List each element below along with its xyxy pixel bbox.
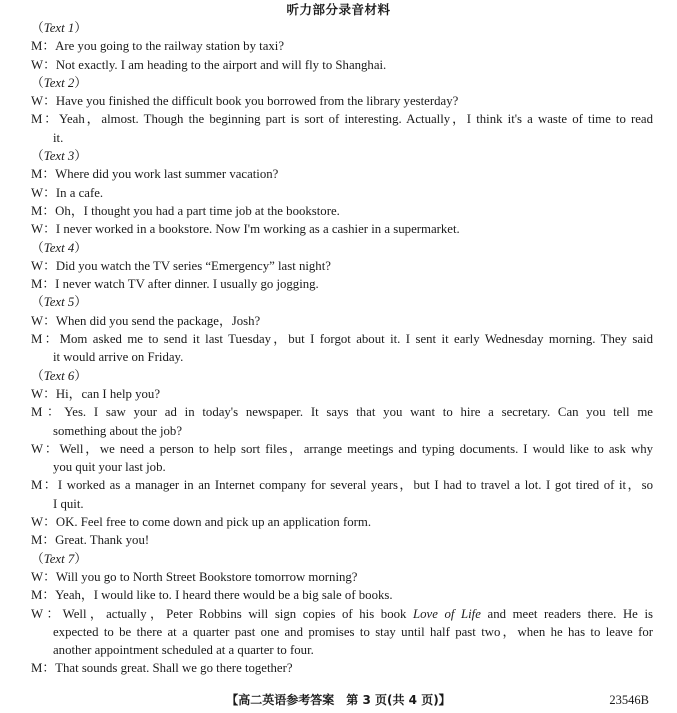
dialogue-line: W：Not exactly. I am heading to the airport and will fly to Shanghai. [31, 57, 387, 72]
heading-bracket-close: ） [74, 149, 88, 164]
dialogue-line: M：I worked as a manager in an Internet company for several years，but I had to travel a lot. I got tired of it，so [31, 478, 653, 493]
section-heading [31, 293, 653, 311]
dialogue-line: W：Have you finished the difficult book you borrowed from the library yesterday? [31, 94, 459, 109]
dialogue-line: M：Great. Thank you! [31, 533, 150, 548]
heading-label: Text 4 [43, 240, 75, 255]
dialogue-line: M：That sounds great. Shall we go there together? [31, 661, 293, 676]
dialogue-line-continuation: another appointment scheduled at a quarter to four. [53, 643, 314, 658]
footer-page-label: 【高二英语参考答案 第 3 页(共 4 页)】 [226, 693, 451, 707]
heading-bracket-close: ） [74, 240, 88, 255]
heading-label: Text 5 [43, 295, 75, 310]
dialogue-line-continuation: I quit. [53, 496, 84, 511]
dialogue-line: M：Yes. I saw your ad in today's newspaper. It says that you want to hire a secretary. Can you tell me [31, 405, 653, 420]
section-heading [31, 147, 653, 165]
section-heading [31, 550, 653, 568]
heading-bracket-open: （ [31, 551, 44, 566]
dialogue-line: M：Yeah，I would like to. I heard there would be a big sale of books. [31, 588, 393, 603]
heading-bracket-open: （ [31, 240, 44, 255]
section-heading [31, 74, 653, 92]
dialogue-line: M：I never watch TV after dinner. I usually go jogging. [31, 277, 319, 292]
heading-bracket-close: ） [74, 551, 88, 566]
heading-bracket-close: ） [74, 295, 88, 310]
transcript-body [31, 19, 653, 678]
dialogue-line-continuation: something about the job? [53, 423, 183, 438]
heading-bracket-open: （ [31, 295, 44, 310]
heading-bracket-close: ） [74, 368, 88, 383]
dialogue-line: M：Mom asked me to send it last Tuesday，but I forgot about it. I sent it early Wednesday morning. They said [31, 332, 653, 347]
page-title: 听力部分录音材料 [286, 2, 391, 17]
heading-bracket-close: ） [74, 21, 88, 35]
heading-label: Text 7 [43, 551, 75, 566]
footer-document-code: 23546B [609, 693, 649, 707]
section-heading [31, 19, 653, 37]
dialogue-line: W：I never worked in a bookstore. Now I'm working as a cashier in a supermarket. [31, 222, 460, 237]
dialogue-line: M：Yeah，almost. Though the beginning part is sort of interesting. Actually，I think it's a waste of time to read [31, 112, 653, 127]
dialogue-line-continuation: it. [53, 130, 64, 145]
dialogue-line: W：Well，we need a person to help sort files，arrange meetings and typing documents. I would like to ask why [31, 441, 653, 456]
dialogue-line: W：Will you go to North Street Bookstore tomorrow morning? [31, 569, 358, 584]
section-heading [31, 367, 653, 385]
heading-bracket-open: （ [31, 149, 44, 164]
heading-label: Text 1 [43, 21, 75, 35]
dialogue-line: W：In a cafe. [31, 185, 104, 200]
heading-bracket-open: （ [31, 21, 44, 35]
dialogue-line: M：Where did you work last summer vacation? [31, 167, 279, 182]
dialogue-line: W：OK. Feel free to come down and pick up an application form. [31, 515, 372, 530]
heading-bracket-close: ） [74, 75, 88, 90]
dialogue-line: W：When did you send the package，Josh? [31, 313, 261, 328]
heading-label: Text 3 [43, 149, 75, 164]
dialogue-line: W：Hi，can I help you? [31, 386, 160, 401]
heading-label: Text 2 [43, 75, 75, 90]
dialogue-line: M：Are you going to the railway station by taxi? [31, 39, 285, 54]
book-title: Love of Life [413, 606, 481, 621]
dialogue-line-continuation: you quit your last job. [53, 460, 166, 475]
dialogue-line: M：Oh，I thought you had a part time job at the bookstore. [31, 203, 340, 218]
dialogue-line: W：Did you watch the TV series “Emergency” last night? [31, 258, 331, 273]
heading-label: Text 6 [43, 368, 75, 383]
section-heading [31, 239, 653, 257]
dialogue-line-continuation: expected to be there at a quarter past one and promises to stay until half past two，when he has to leave for [53, 624, 653, 639]
page-footer [0, 690, 677, 710]
heading-bracket-open: （ [31, 75, 44, 90]
dialogue-line-continuation: it would arrive on Friday. [53, 350, 184, 365]
line-text: and meet readers there. He is [487, 606, 653, 621]
heading-bracket-open: （ [31, 368, 44, 383]
dialogue-line [31, 605, 653, 623]
line-text: W：Well，actually，Peter Robbins will sign copies of his book [31, 606, 407, 621]
